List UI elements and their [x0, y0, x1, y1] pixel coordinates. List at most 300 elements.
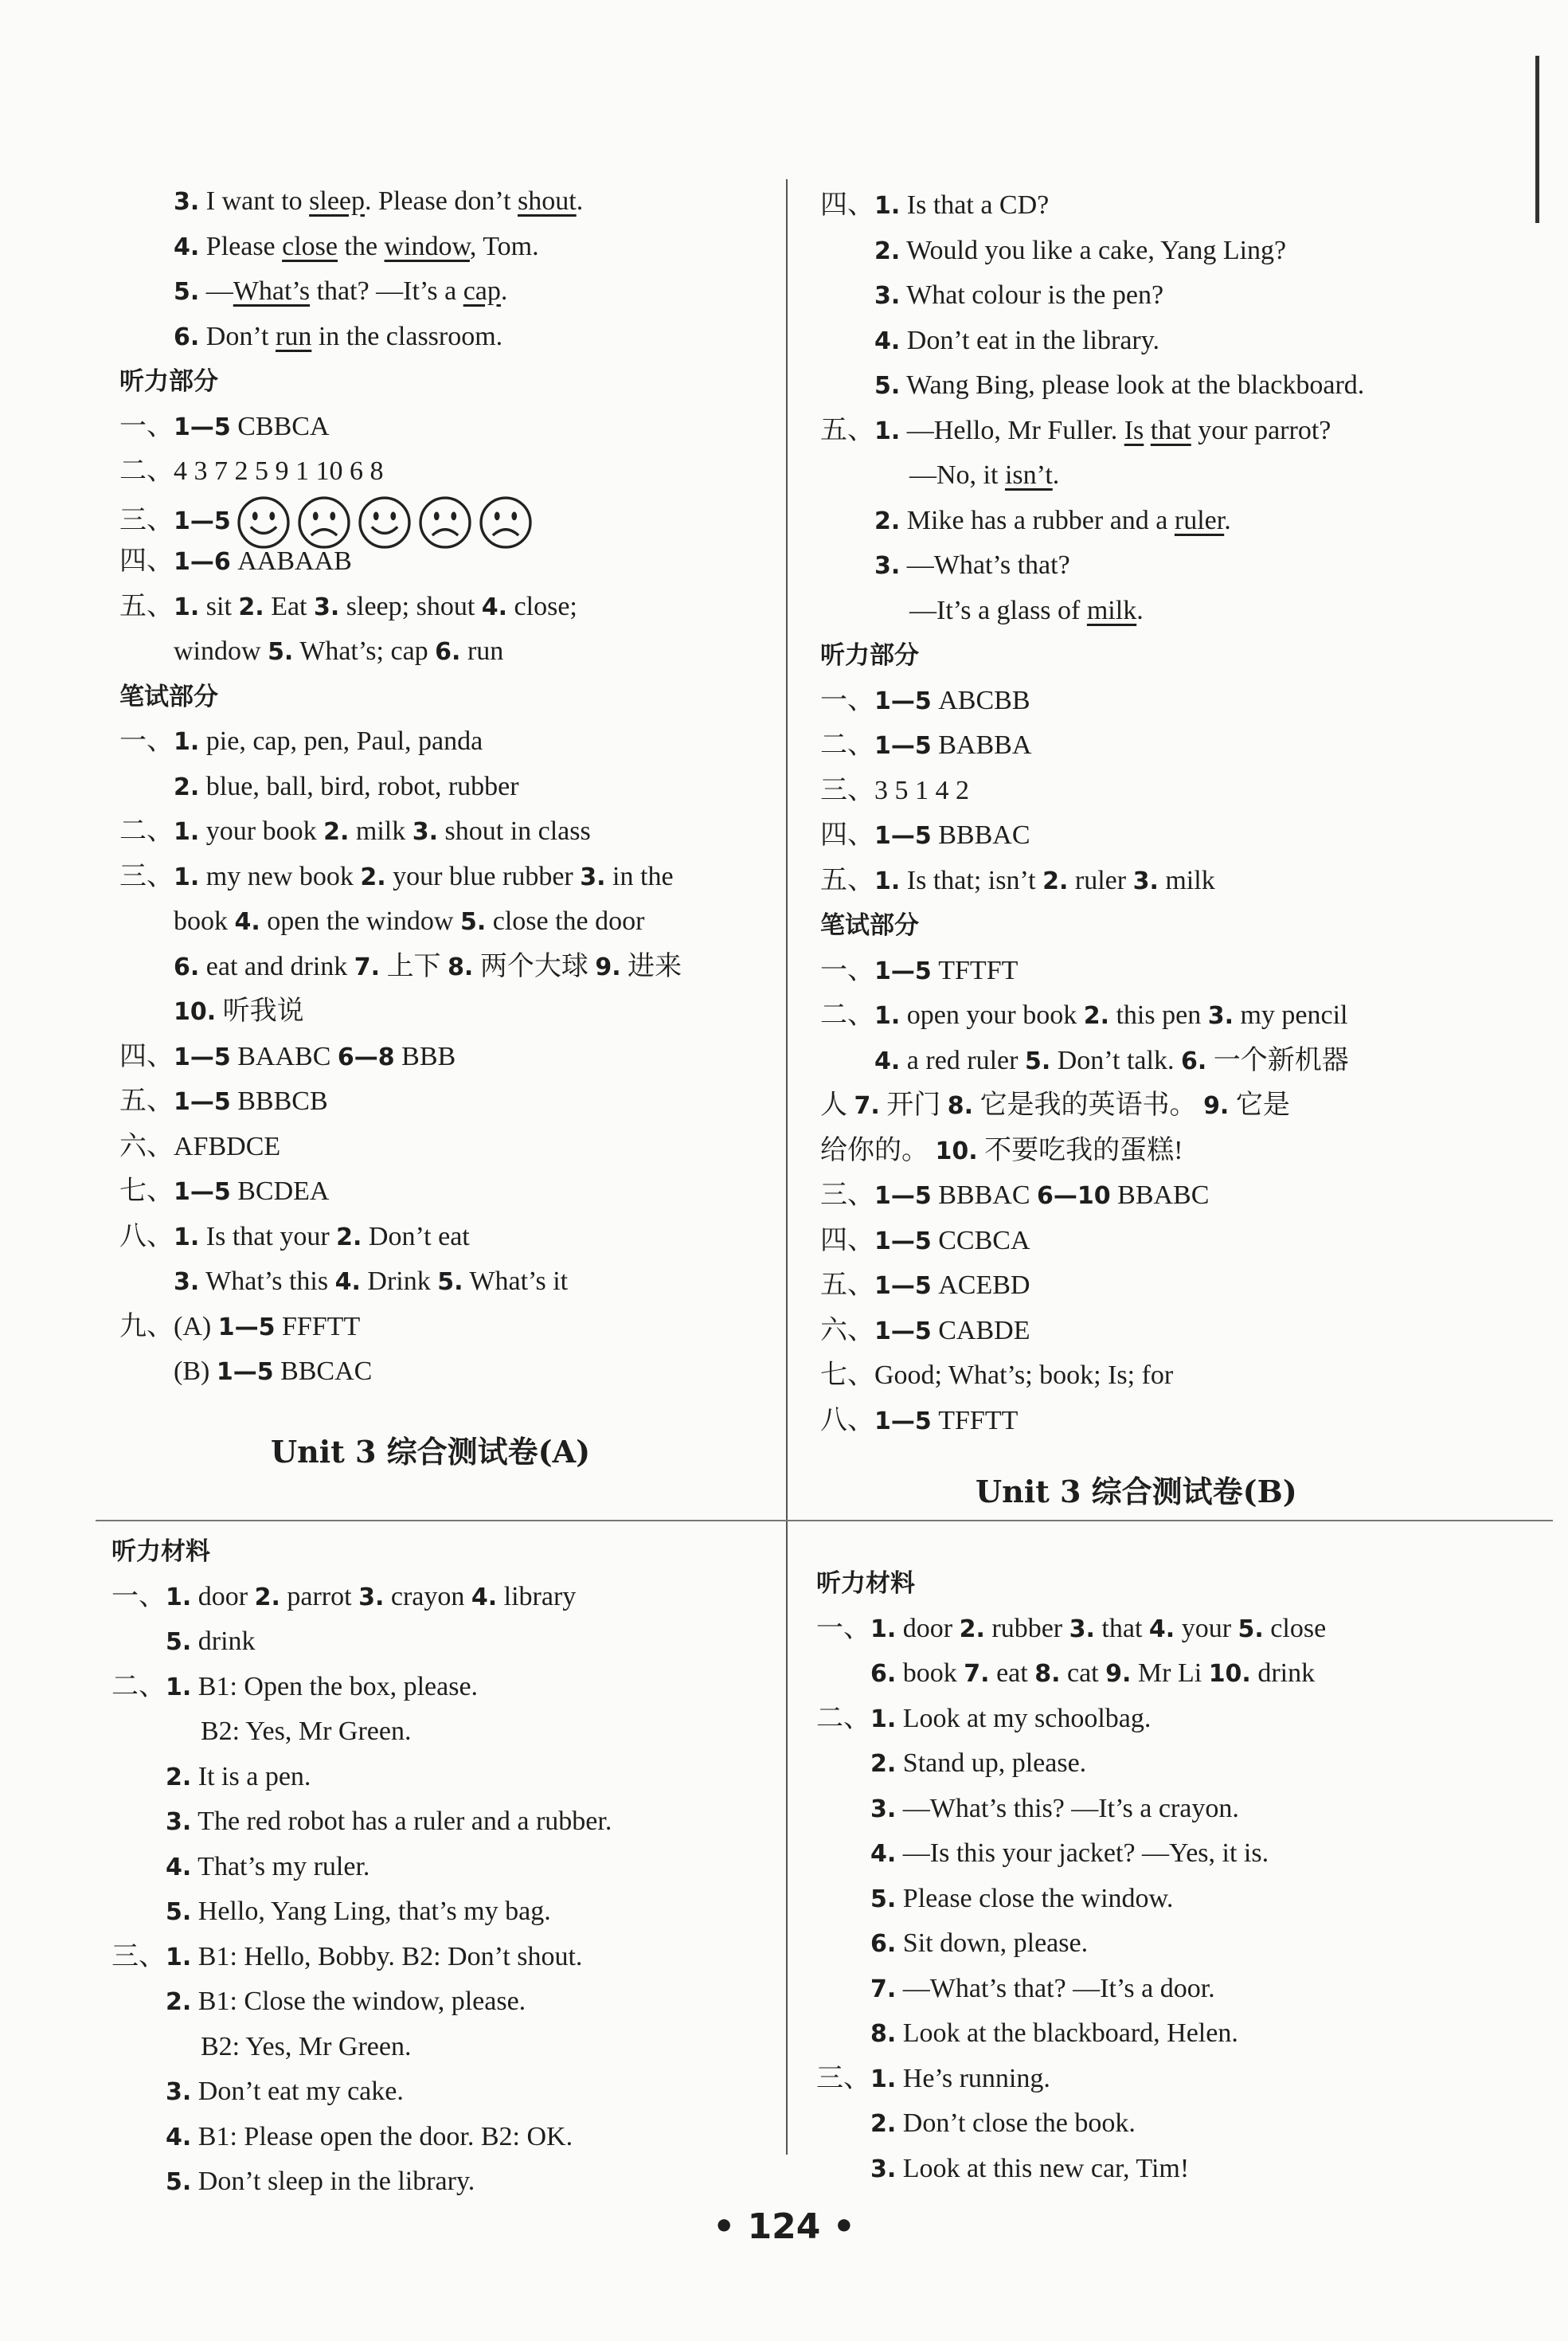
item-number: 8. [1034, 1660, 1061, 1688]
answer-text: —Is this your jacket? —Yes, it is. [902, 1838, 1269, 1868]
item-number: 1—5 [216, 1358, 274, 1386]
underlined-word: milk [1086, 595, 1137, 625]
question-prefix: 一、 [820, 955, 874, 985]
item-number: 1. [174, 593, 200, 621]
answer-line [816, 1697, 1469, 1742]
answer-line [820, 1263, 1473, 1309]
underlined-word: close [282, 231, 338, 261]
answer-text: Don’t talk. [1050, 1045, 1181, 1075]
answer-text: crayon [384, 1581, 471, 1611]
underlined-word: run [276, 321, 312, 351]
item-number: 4. [234, 908, 260, 936]
question-prefix: 一、 [111, 1581, 166, 1611]
question-prefix: 三、 [119, 861, 174, 891]
answer-line [111, 1665, 764, 1710]
item-number: 6. [870, 1930, 897, 1958]
answer-line [820, 363, 1473, 409]
answer-text: —It’s a glass of [909, 595, 1087, 625]
answer-line [111, 2025, 764, 2070]
item-number: 1. [874, 192, 901, 220]
item-number: 1. [870, 1615, 897, 1643]
item-number: 1. [166, 1673, 192, 1701]
section-title: 听力材料 [111, 1537, 210, 1566]
item-number: 2. [254, 1583, 280, 1611]
item-number: 3. [1069, 1615, 1095, 1643]
answer-text: a red ruler [906, 1045, 1025, 1075]
answer-text: milk [349, 816, 413, 846]
item-number: 5. [1024, 1047, 1051, 1075]
answer-line [820, 499, 1473, 544]
answer-line [816, 2101, 1469, 2147]
question-prefix: 五、 [119, 591, 174, 621]
answer-text: CCBCA [931, 1225, 1030, 1255]
answer-line [816, 1651, 1469, 1697]
answer-line [111, 1575, 764, 1620]
answer-text: B1: Hello, Bobby. B2: Don’t shout. [191, 1941, 583, 1971]
item-number: 1—6 [174, 548, 231, 576]
answer-line [119, 1215, 772, 1260]
answer-line [111, 1755, 764, 1800]
answer-line [820, 1083, 1473, 1129]
answer-text: 4 3 7 2 5 9 1 10 6 8 [174, 456, 384, 486]
question-prefix: 二、 [111, 1671, 166, 1701]
question-prefix: 六、 [119, 1131, 174, 1161]
answer-text: 两个大球 [473, 951, 596, 981]
answer-text: 上下 [380, 951, 448, 981]
item-number: 2. [874, 237, 901, 265]
answer-line [820, 1219, 1473, 1264]
answer-line [820, 229, 1473, 274]
answer-text: Please [205, 231, 283, 261]
answer-text: . [1136, 595, 1144, 625]
answer-text: —What’s this? —It’s a crayon. [902, 1793, 1239, 1823]
answer-text: Don’t eat my cake. [197, 2077, 404, 2106]
answer-text: eat and drink [205, 951, 354, 981]
section-title: 听力部分 [119, 367, 218, 396]
section-title: 听力部分 [820, 641, 919, 670]
answer-line [119, 1305, 772, 1350]
answer-line [111, 1619, 764, 1665]
item-number: 1—5 [874, 1227, 932, 1255]
answer-text: Hello, Yang Ling, that’s my bag. [197, 1897, 551, 1926]
question-prefix: 二、 [816, 1703, 870, 1733]
answer-line [820, 319, 1473, 364]
answer-line [111, 1979, 764, 2025]
item-number: 1. [874, 1002, 901, 1030]
answer-text: eat [989, 1658, 1035, 1688]
answer-line [816, 1787, 1469, 1832]
item-number: 6. [174, 953, 200, 981]
question-prefix: 八、 [820, 1405, 874, 1435]
section-divider [96, 1520, 1553, 1521]
answer-text: BCDEA [230, 1176, 330, 1206]
question-prefix: 三、 [816, 2063, 870, 2093]
question-prefix: 二、 [119, 456, 174, 486]
question-prefix: 四、 [820, 1225, 874, 1255]
item-number: 2. [959, 1615, 985, 1643]
listening-script-b [816, 1561, 1469, 2191]
answer-text: . [500, 276, 508, 306]
answer-column-2 [820, 183, 1473, 1443]
question-prefix: 一、 [816, 1613, 870, 1643]
question-prefix: 九、 [119, 1311, 174, 1341]
section-title: 笔试部分 [820, 911, 919, 940]
answer-line [816, 1967, 1469, 2012]
answer-line [119, 719, 772, 765]
item-number: 8. [947, 1092, 974, 1120]
answer-text: Mike has a rubber and a [906, 505, 1175, 535]
item-number: 5. [870, 1885, 897, 1913]
answer-text [1144, 416, 1151, 445]
item-number: 8. [870, 2020, 897, 2048]
answer-text: in the classroom. [311, 321, 503, 351]
item-number: 1. [870, 2065, 897, 2093]
item-number: 1—5 [874, 1272, 932, 1300]
item-number: 4. [874, 327, 901, 355]
answer-line [820, 1173, 1473, 1219]
answer-text: Don’t sleep in the library. [197, 2167, 475, 2196]
answer-line [816, 1831, 1469, 1877]
item-number: 1. [166, 1943, 192, 1971]
answer-line [820, 543, 1473, 589]
answer-text: BBBCB [230, 1086, 328, 1116]
answer-line [820, 949, 1473, 994]
item-number: 2. [323, 818, 350, 846]
item-number: 1—5 [874, 822, 932, 850]
item-number: 2. [1042, 867, 1069, 895]
answer-text: B2: Yes, Mr Green. [201, 2031, 412, 2061]
item-number: 3. [314, 593, 340, 621]
answer-text: B2: Yes, Mr Green. [201, 1717, 412, 1746]
underlined-word: shout [518, 186, 577, 216]
answer-text: —No, it [909, 460, 1005, 490]
answer-line [111, 2069, 764, 2115]
item-number: 4. [166, 1853, 192, 1881]
item-number: 6—10 [1037, 1182, 1111, 1210]
answer-text: window [174, 636, 268, 666]
underlined-word: isn’t [1004, 460, 1053, 490]
answer-line [820, 993, 1473, 1039]
question-prefix: 八、 [119, 1221, 174, 1251]
answer-text: rubber [984, 1613, 1069, 1643]
answer-text: (A) [174, 1311, 218, 1341]
answer-text: BBBAC [931, 820, 1030, 850]
answer-text: Eat [264, 591, 314, 621]
item-number: 1—5 [217, 1313, 276, 1341]
answer-text: the [338, 231, 385, 261]
answer-line [119, 1259, 772, 1305]
question-prefix: 五、 [119, 1086, 174, 1116]
item-number: 1—5 [874, 732, 932, 760]
answer-text: What’s; cap [293, 636, 436, 666]
question-prefix: 二、 [119, 816, 174, 846]
answer-text: — [205, 276, 233, 306]
answer-text: this pen [1109, 1000, 1208, 1030]
answer-text: 听我说 [222, 996, 304, 1026]
item-number: 5. [166, 2168, 192, 2196]
section-title: 听力材料 [816, 1569, 915, 1598]
answer-text: milk [1158, 865, 1215, 895]
answer-line [816, 2147, 1469, 2192]
answer-text: , Tom. [469, 231, 539, 261]
answer-text: my new book [199, 861, 361, 891]
answer-text: TFTFT [931, 955, 1019, 985]
answer-line [111, 1799, 764, 1845]
answer-text: Sit down, please. [902, 1928, 1089, 1958]
answer-line [111, 2115, 764, 2160]
smiley-face-icon [357, 495, 413, 550]
answer-line [119, 315, 772, 360]
item-number: 2. [336, 1223, 362, 1251]
question-prefix: 一、 [820, 685, 874, 715]
answer-text: —Hello, Mr Fuller. [900, 415, 1124, 445]
answer-text: drink [1250, 1658, 1316, 1688]
answer-text: 不要吃我的蛋糕! [977, 1135, 1183, 1165]
question-prefix: 四、 [119, 1041, 174, 1071]
item-number: 1. [874, 867, 901, 895]
sad-face-icon [417, 495, 473, 550]
item-number: 1. [870, 1705, 897, 1733]
item-number: 6—8 [337, 1043, 395, 1071]
page-edge-mark [1535, 56, 1539, 223]
answer-text: Please close the window. [902, 1883, 1174, 1913]
answer-text: ruler [1068, 865, 1133, 895]
answer-text: Is that your [199, 1221, 337, 1251]
answer-text: 开门 [879, 1090, 948, 1120]
answer-text: BAABC [230, 1041, 338, 1071]
question-prefix: 二、 [820, 1000, 874, 1030]
answer-text: 一个新机器 [1206, 1045, 1349, 1075]
answer-line-faces [119, 495, 772, 540]
answer-line [119, 179, 772, 225]
question-prefix: 三、 [111, 1941, 166, 1971]
answer-line [816, 1921, 1469, 1967]
answer-line [111, 2159, 764, 2205]
question-prefix: 五、 [820, 865, 874, 895]
answer-line [119, 585, 772, 630]
answer-text: FFFTT [275, 1311, 361, 1341]
answer-text: Is that; isn’t [900, 865, 1043, 895]
answer-line [119, 1169, 772, 1215]
item-number: 9. [1203, 1092, 1230, 1120]
section-title: 笔试部分 [119, 682, 218, 711]
question-prefix: 五、 [820, 415, 874, 445]
answer-text: 人 [820, 1090, 854, 1120]
answer-text: pie, cap, pen, Paul, panda [199, 726, 483, 756]
answer-text: What colour is the pen? [906, 280, 1164, 310]
item-number: 8. [448, 953, 474, 981]
answer-line [119, 855, 772, 900]
answer-line [820, 723, 1473, 769]
item-number: 2. [166, 1988, 192, 2016]
item-number: 1—5 [174, 507, 231, 535]
answer-text: book [174, 906, 235, 936]
answer-line [119, 225, 772, 270]
item-number: 2. [238, 593, 264, 621]
answer-text: (B) [174, 1356, 217, 1386]
answer-text: Good; What’s; book; Is; for [874, 1360, 1174, 1390]
page-number: • 124 • [713, 2206, 855, 2247]
answer-line [111, 1709, 764, 1755]
answer-text: your blue rubber [385, 861, 581, 891]
item-number: 2. [360, 863, 386, 891]
item-number: 10. [1208, 1660, 1251, 1688]
answer-text: He’s running. [896, 2063, 1050, 2093]
answer-line [119, 1035, 772, 1080]
item-number: 3. [580, 863, 606, 891]
question-prefix: 四、 [119, 546, 174, 576]
answer-text: Don’t [205, 321, 276, 351]
item-number: 3. [174, 1268, 200, 1296]
answer-text: ABCBB [931, 685, 1030, 715]
answer-text: Don’t eat [362, 1221, 470, 1251]
answer-text: Look at my schoolbag. [896, 1703, 1152, 1733]
answer-text: Would you like a cake, Yang Ling? [906, 235, 1287, 265]
answer-text: sit [199, 591, 239, 621]
underlined-word: that [1150, 415, 1191, 445]
item-number: 2. [1083, 1002, 1109, 1030]
item-number: 1—5 [174, 1178, 231, 1206]
item-number: 3. [874, 552, 901, 580]
answer-text: —What’s that? —It’s a door. [902, 1973, 1215, 2003]
item-number: 3. [1207, 1002, 1234, 1030]
answer-text: The red robot has a ruler and a rubber. [197, 1807, 612, 1836]
underlined-word: What’s [233, 276, 311, 306]
question-prefix: 一、 [119, 411, 174, 441]
answer-line [820, 859, 1473, 904]
answer-text: Look at this new car, Tim! [902, 2153, 1190, 2183]
answer-text: Stand up, please. [902, 1748, 1087, 1778]
question-prefix: 三、 [820, 775, 874, 805]
answer-line [820, 1309, 1473, 1354]
item-number: 5. [166, 1898, 192, 1926]
sad-face-icon [478, 495, 534, 550]
answer-text: your parrot? [1191, 415, 1331, 445]
answer-line [119, 1125, 772, 1170]
answer-text: your book [199, 816, 324, 846]
item-number: 4. [481, 593, 508, 621]
answer-text: B1: Close the window, please. [197, 1987, 526, 2016]
item-number: 4. [874, 1047, 901, 1075]
answer-text: book [902, 1658, 964, 1688]
item-number: 2. [166, 1763, 192, 1791]
answer-text: your [1175, 1613, 1238, 1643]
answer-line [820, 679, 1473, 724]
question-prefix: 六、 [820, 1315, 874, 1345]
answer-line [820, 453, 1473, 499]
answer-text: Wang Bing, please look at the blackboard. [906, 370, 1365, 400]
item-number: 1—5 [174, 413, 231, 441]
item-number: 7. [854, 1092, 880, 1120]
item-number: 9. [595, 953, 621, 981]
item-number: 5. [174, 278, 200, 306]
answer-text: BBABC [1110, 1180, 1210, 1210]
answer-line [111, 1889, 764, 1935]
question-prefix: 四、 [820, 190, 874, 220]
item-number: 9. [1105, 1660, 1132, 1688]
answer-line [820, 1399, 1473, 1444]
answer-text: —What’s that? [906, 550, 1070, 580]
item-number: 1—5 [874, 687, 932, 715]
column-divider [786, 179, 788, 2155]
item-number: 1—5 [874, 1407, 932, 1435]
answer-text: blue, ball, bird, robot, rubber [205, 771, 519, 801]
item-number: 1. [166, 1583, 192, 1611]
unit3-test-a-heading: Unit 3 综合测试卷(A) [271, 1434, 591, 1470]
answer-text: close [1263, 1613, 1327, 1643]
underlined-word: sleep [309, 186, 365, 216]
answer-line [111, 1935, 764, 1980]
item-number: 2. [174, 773, 200, 801]
answer-text: close the door [486, 906, 645, 936]
item-number: 5. [268, 638, 294, 666]
answer-text: 给你的。 [820, 1135, 936, 1165]
item-number: 3. [166, 1808, 192, 1836]
item-number: 4. [166, 2123, 192, 2151]
item-number: 1—5 [874, 1317, 932, 1345]
answer-text: What’s this [205, 1266, 335, 1296]
answer-line [119, 989, 772, 1035]
item-number: 5. [1238, 1615, 1264, 1643]
question-prefix: 四、 [820, 820, 874, 850]
answer-text: library [497, 1581, 577, 1611]
answer-text: 它是 [1229, 1090, 1290, 1120]
answer-line [816, 1877, 1469, 1922]
answer-line [119, 629, 772, 675]
answer-text: Look at the blackboard, Helen. [902, 2018, 1238, 2048]
answer-line [820, 409, 1473, 454]
item-number: 1. [174, 728, 200, 756]
answer-text: door [191, 1581, 255, 1611]
item-number: 6. [870, 1660, 897, 1688]
answer-text: sleep; shout [339, 591, 482, 621]
item-number: 1. [174, 863, 200, 891]
answer-text: BBBAC [931, 1180, 1038, 1210]
answer-text: BBB [394, 1041, 456, 1071]
underlined-word: window [384, 231, 470, 261]
item-number: 5. [437, 1268, 463, 1296]
answer-text: Drink [360, 1266, 438, 1296]
answer-line [119, 269, 772, 315]
answer-text: Mr Li [1131, 1658, 1209, 1688]
answer-line [816, 2057, 1469, 2102]
item-number: 6. [1180, 1047, 1207, 1075]
answer-text: Is that a CD? [900, 190, 1050, 220]
answer-text: AABAAB [230, 546, 352, 576]
underlined-word: cap [463, 276, 501, 306]
item-number: 7. [870, 1975, 897, 2003]
item-number: 2. [870, 2110, 897, 2138]
answer-line [119, 1079, 772, 1125]
answer-text: in the [605, 861, 674, 891]
item-number: 7. [964, 1660, 990, 1688]
listening-script-a [111, 1529, 764, 2205]
item-number: 2. [870, 1750, 897, 1778]
item-number: 4. [1148, 1615, 1175, 1643]
item-number: 1. [174, 1223, 200, 1251]
answer-text: close; [507, 591, 577, 621]
answer-text: cat [1060, 1658, 1106, 1688]
item-number: 3. [412, 818, 439, 846]
item-number: 7. [354, 953, 381, 981]
answer-text: that? —It’s a [310, 276, 463, 306]
answer-text: run [460, 636, 504, 666]
answer-text: door [896, 1613, 960, 1643]
answer-text: Don’t close the book. [902, 2108, 1136, 2138]
question-prefix: 七、 [119, 1176, 174, 1206]
answer-text: my pencil [1233, 1000, 1348, 1030]
answer-column-1 [119, 179, 772, 1395]
